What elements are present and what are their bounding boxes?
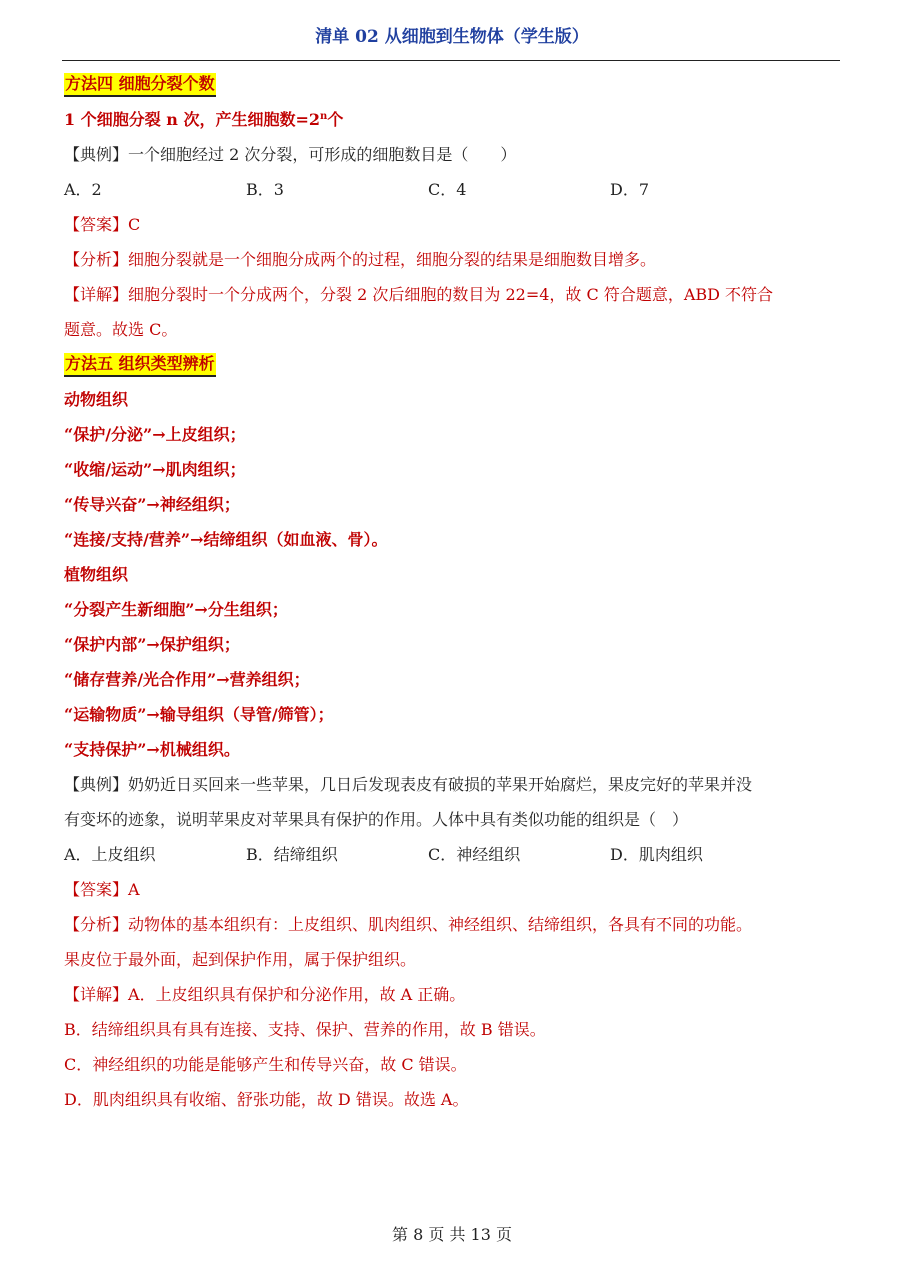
- method5-example-text-1: 奶奶近日买回来一些苹果，几日后发现表皮有破损的苹果开始腐烂，果皮完好的苹果并没: [128, 775, 753, 794]
- method4-option-a: A．2: [64, 180, 102, 199]
- method4-analysis-label: 【分析】: [64, 250, 129, 269]
- page-number: 第 8 页 共 13 页: [392, 1225, 512, 1244]
- method5-detail-item: B．结缔组织具有具有连接、支持、保护、营养的作用，故 B 错误。: [64, 1020, 546, 1039]
- method4-rule: [64, 108, 840, 132]
- animal-tissue-title: 动物组织: [64, 390, 129, 409]
- method4-rule-prefix: 1 个细胞分裂 n 次，产生细胞数=2: [64, 110, 321, 129]
- page-title: 清单 02 从细胞到生物体（学生版）: [315, 27, 589, 47]
- plant-tissue-item: “储存营养/光合作用”→营养组织；: [64, 670, 310, 689]
- plant-tissue-item: “支持保护”→机械组织。: [64, 740, 240, 759]
- method5-analysis-cont: 果皮位于最外面，起到保护作用，属于保护组织。: [64, 950, 417, 969]
- method5-option-b: B．结缔组织: [246, 845, 338, 864]
- method5-detail-text-1: A．上皮组织具有保护和分泌作用，故 A 正确。: [128, 985, 466, 1004]
- animal-tissue-item: “连接/支持/营养”→结缔组织（如血液、骨）。: [64, 530, 388, 549]
- method4-option-c: C．4: [428, 180, 467, 199]
- plant-tissue-title: 植物组织: [64, 565, 129, 584]
- method5-example-label: 【典例】: [64, 775, 129, 794]
- method5-analysis-label: 【分析】: [64, 915, 129, 934]
- method5-answer: [64, 878, 840, 902]
- method4-example-label: 【典例】: [64, 145, 129, 164]
- method5-example: [64, 773, 840, 797]
- animal-tissue-item: “传导兴奋”→神经组织；: [64, 495, 240, 514]
- method4-answer-label: 【答案】: [64, 215, 129, 234]
- method5-detail-label: 【详解】: [64, 985, 129, 1004]
- method5-heading: 方法五 组织类型辨析: [64, 353, 216, 377]
- method4-answer: [64, 213, 840, 237]
- method5-answer-value: A: [128, 880, 140, 899]
- method5-option-a: A．上皮组织: [64, 845, 156, 864]
- method4-option-b: B．3: [246, 180, 284, 199]
- method4-rule-suffix: 个: [327, 110, 344, 129]
- plant-tissue-item: “运输物质”→输导组织（导管/筛管）；: [64, 705, 334, 724]
- method5-heading-row: [64, 352, 840, 377]
- animal-tissue-item: “收缩/运动”→肌肉组织；: [64, 460, 246, 479]
- header-divider: [62, 60, 840, 61]
- method4-example-text: 一个细胞经过 2 次分裂，可形成的细胞数目是（ ）: [128, 145, 517, 164]
- method5-option-d: D．肌肉组织: [610, 845, 703, 864]
- method4-answer-value: C: [128, 215, 141, 234]
- content-area: [64, 68, 840, 1112]
- method5-option-c: C．神经组织: [428, 845, 521, 864]
- method5-options: [64, 843, 840, 867]
- method4-detail-text-1: 细胞分裂时一个分成两个，分裂 2 次后细胞的数目为 22=4，故 C 符合题意，ABD 不符合: [128, 285, 774, 304]
- plant-tissue-item: “保护内部”→保护组织；: [64, 635, 240, 654]
- method5-answer-label: 【答案】: [64, 880, 129, 899]
- method4-options: [64, 178, 840, 202]
- method4-analysis: [64, 248, 840, 272]
- method4-rule-exponent: n: [320, 111, 328, 122]
- method5-analysis-text-1: 动物体的基本组织有：上皮组织、肌肉组织、神经组织、结缔组织，各具有不同的功能。: [128, 915, 753, 934]
- animal-tissue-item: “保护/分泌”→上皮组织；: [64, 425, 246, 444]
- method4-example: [64, 143, 840, 167]
- method4-detail-cont: 题意。故选 C。: [64, 320, 178, 339]
- plant-tissue-item: “分裂产生新细胞”→分生组织；: [64, 600, 288, 619]
- method4-heading: 方法四 细胞分裂个数: [64, 73, 216, 97]
- method4-heading-row: [64, 72, 840, 97]
- method4-option-d: D．7: [610, 180, 650, 199]
- method5-detail-item: D．肌肉组织具有收缩、舒张功能，故 D 错误。故选 A。: [64, 1090, 469, 1109]
- method5-example-cont: 有变坏的迹象，说明苹果皮对苹果具有保护的作用。人体中具有类似功能的组织是（ ）: [64, 810, 689, 829]
- method5-detail: [64, 983, 840, 1007]
- method5-analysis: [64, 913, 840, 937]
- method4-detail: [64, 283, 840, 307]
- method4-detail-label: 【详解】: [64, 285, 129, 304]
- method4-analysis-text: 细胞分裂就是一个细胞分成两个的过程，细胞分裂的结果是细胞数目增多。: [128, 250, 657, 269]
- method5-detail-item: C．神经组织的功能是能够产生和传导兴奋，故 C 错误。: [64, 1055, 467, 1074]
